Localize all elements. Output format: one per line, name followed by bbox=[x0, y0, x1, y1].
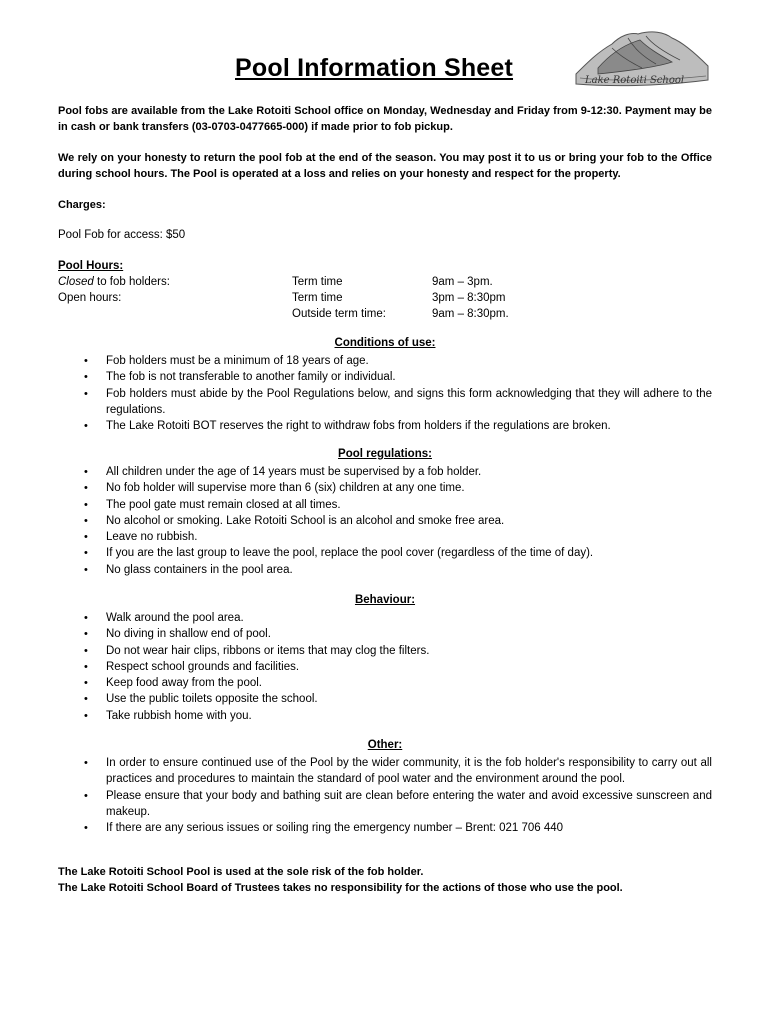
other-list bbox=[58, 755, 712, 836]
conditions-heading: Conditions of use: bbox=[334, 337, 436, 349]
list-item: • Keep food away from the pool. bbox=[58, 675, 712, 691]
list-item: • No diving in shallow end of pool. bbox=[58, 626, 712, 642]
pool-hours-heading: Pool Hours: bbox=[58, 260, 124, 272]
list-item: • If you are the last group to leave the pool, replace the pool cover (regardless of the time of day). bbox=[58, 545, 712, 561]
mountain-logo-icon bbox=[568, 22, 716, 98]
charges-fob-price: Pool Fob for access: $50 bbox=[58, 229, 186, 241]
list-item: • Fob holders must be a minimum of 18 years of age. bbox=[58, 353, 712, 369]
hours-time: 9am – 8:30pm. bbox=[432, 308, 509, 320]
intro-paragraph-1: Pool fobs are available from the Lake Rotoiti School office on Monday, Wednesday and Friday from 9-12:30. Payment may be in cash or bank transfers (03-0703-0477665-000) if made prior to fob pickup. bbox=[58, 105, 712, 133]
list-item: • Take rubbish home with you. bbox=[58, 708, 712, 724]
list-item: • The fob is not transferable to another family or individual. bbox=[58, 369, 712, 385]
behaviour-list bbox=[58, 610, 712, 724]
list-item: • In order to ensure continued use of the Pool by the wider community, it is the fob holder's responsibility to carry out all practices and procedures to maintain the standard of pool water and the environment around the pool. bbox=[58, 755, 712, 788]
list-item: • Leave no rubbish. bbox=[58, 529, 712, 545]
hours-row bbox=[58, 290, 558, 306]
list-item: • Please ensure that your body and bathing suit are clean before entering the water and avoid excessive sunscreen and makeup. bbox=[58, 788, 712, 821]
hours-period: Term time bbox=[292, 276, 343, 288]
list-item: • The pool gate must remain closed at all times. bbox=[58, 497, 712, 513]
hours-time: 3pm – 8:30pm bbox=[432, 292, 506, 304]
hours-row bbox=[58, 274, 558, 290]
footer-line-1: The Lake Rotoiti School Pool is used at the sole risk of the fob holder. bbox=[58, 866, 424, 878]
list-item: • Use the public toilets opposite the school. bbox=[58, 691, 712, 707]
list-item: • No glass containers in the pool area. bbox=[58, 562, 712, 578]
footer-line-2: The Lake Rotoiti School Board of Trustees takes no responsibility for the actions of those who use the pool. bbox=[58, 882, 623, 894]
list-item: • Fob holders must abide by the Pool Regulations below, and signs this form acknowledging that they will adhere to the regulations. bbox=[58, 386, 712, 419]
behaviour-heading: Behaviour: bbox=[354, 594, 416, 606]
hours-label: Closed to fob holders: bbox=[58, 276, 170, 288]
charges-heading: Charges: bbox=[58, 199, 106, 211]
list-item: • The Lake Rotoiti BOT reserves the right to withdraw fobs from holders if the regulations are broken. bbox=[58, 418, 712, 434]
hours-label: Open hours: bbox=[58, 292, 122, 304]
regulations-heading: Pool regulations: bbox=[338, 448, 432, 460]
list-item: • No alcohol or smoking. Lake Rotoiti School is an alcohol and smoke free area. bbox=[58, 513, 712, 529]
list-item: • Respect school grounds and facilities. bbox=[58, 659, 712, 675]
list-item: • If there are any serious issues or soiling ring the emergency number – Brent: 021 706 440 bbox=[58, 820, 712, 836]
hours-period: Outside term time: bbox=[292, 308, 386, 320]
list-item: • Walk around the pool area. bbox=[58, 610, 712, 626]
hours-period: Term time bbox=[292, 292, 343, 304]
list-item: • Do not wear hair clips, ribbons or items that may clog the filters. bbox=[58, 643, 712, 659]
footer-disclaimer bbox=[58, 864, 738, 896]
list-item: • All children under the age of 14 years must be supervised by a fob holder. bbox=[58, 464, 712, 480]
pool-hours-table bbox=[58, 274, 558, 322]
regulations-list bbox=[58, 464, 712, 578]
intro-paragraph-2: We rely on your honesty to return the pool fob at the end of the season. You may post it to us or bring your fob to the Office during school hours. The Pool is operated at a loss and relies on your honesty and respect for the property. bbox=[58, 152, 712, 180]
hours-row bbox=[58, 306, 558, 322]
conditions-list bbox=[58, 353, 712, 434]
list-item: • No fob holder will supervise more than 6 (six) children at any one time. bbox=[58, 480, 712, 496]
other-heading: Other: bbox=[367, 739, 403, 751]
logo-text: Lake Rotoiti School bbox=[585, 75, 685, 86]
page-title: Pool Information Sheet bbox=[235, 54, 514, 82]
hours-time: 9am – 3pm. bbox=[432, 276, 493, 288]
